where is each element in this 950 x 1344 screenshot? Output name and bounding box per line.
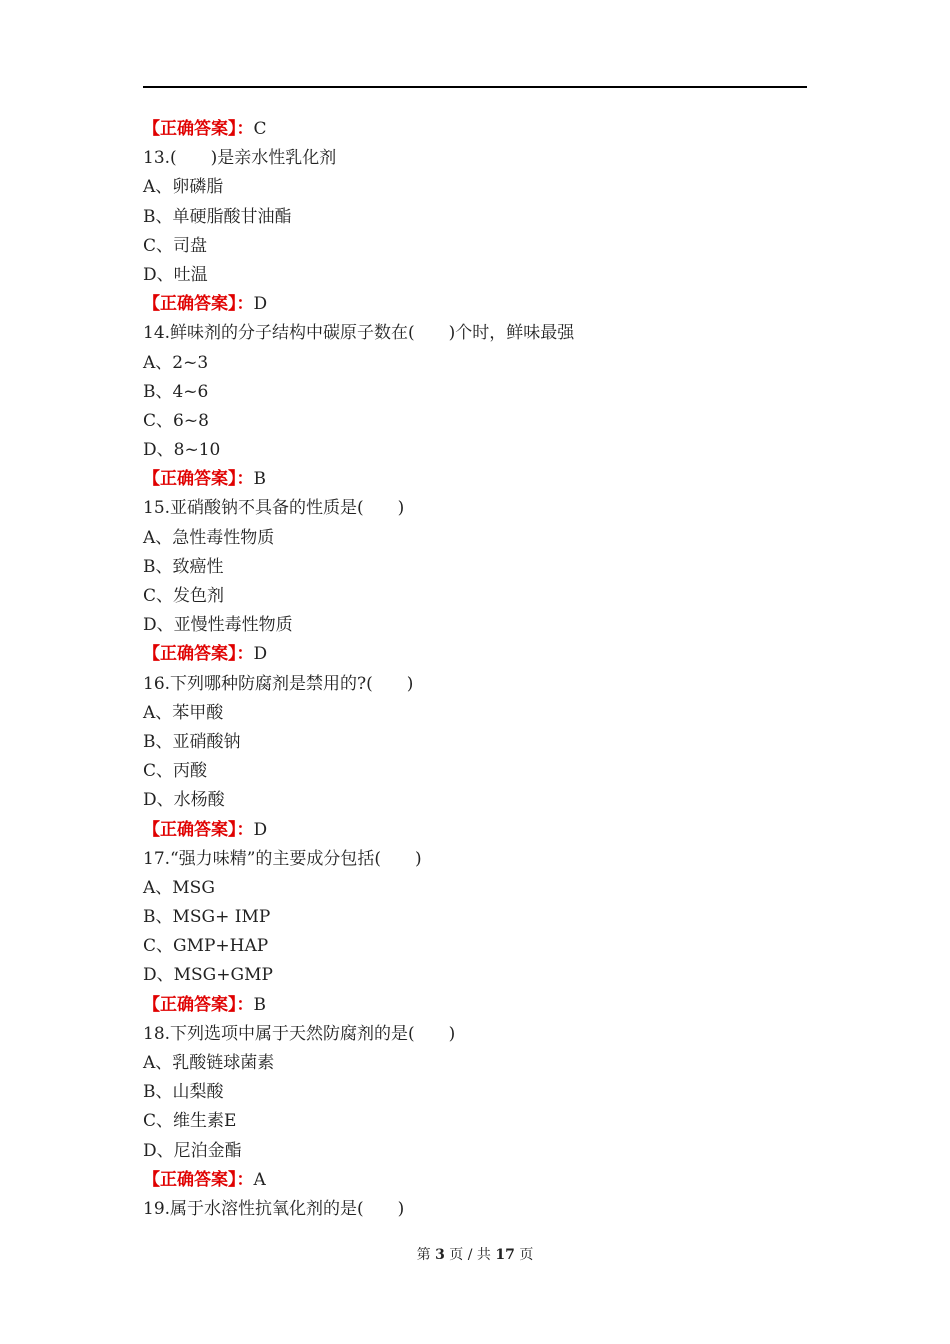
option-d: D、8~10 (143, 440, 221, 461)
question-stem: 14.鲜味剂的分子结构中碳原子数在( )个时，鲜味最强 (143, 323, 575, 344)
option-d: D、尼泊金酯 (143, 1140, 242, 1161)
answer-value: B (253, 994, 266, 1015)
option-b: B、4~6 (143, 381, 209, 402)
question-stem: 15.亚硝酸钠不具备的性质是( ) (143, 498, 405, 519)
header-rule (143, 86, 807, 88)
option-a: A、急性毒性物质 (143, 527, 275, 548)
answer-label: 【正确答案】： (143, 119, 254, 139)
answer-line (143, 640, 807, 669)
option-c: C、6~8 (143, 410, 209, 431)
page-total: 17 (495, 1247, 515, 1263)
answer-line (143, 816, 807, 845)
question-stem: 13.( )是亲水性乳化剂 (143, 148, 337, 169)
answer-value: C (253, 119, 267, 139)
option-b: B、致癌性 (143, 556, 224, 577)
option-c: C、维生素E (143, 1111, 237, 1132)
answer-line (143, 991, 807, 1020)
page-number: 3 (435, 1247, 445, 1263)
question-list (143, 115, 807, 1224)
answer-value: B (253, 469, 266, 490)
answer-label: 【正确答案】： (143, 1169, 254, 1190)
answer-line (143, 465, 807, 494)
footer-middle: 页 / 共 (444, 1247, 496, 1263)
question-stem: 17.“强力味精”的主要成分包括( ) (143, 848, 422, 869)
answer-label: 【正确答案】： (143, 469, 254, 490)
answer-line (143, 290, 807, 319)
option-d: D、亚慢性毒性物质 (143, 615, 293, 636)
footer-suffix: 页 (514, 1247, 534, 1263)
answer-value: D (253, 819, 268, 840)
footer-prefix: 第 (416, 1247, 436, 1263)
question-stem: 19.属于水溶性抗氧化剂的是( ) (143, 1198, 405, 1219)
answer-line (143, 1166, 807, 1195)
option-a: A、MSG (143, 877, 215, 898)
answer-line (143, 115, 807, 144)
option-d: D、水杨酸 (143, 790, 225, 811)
answer-value: D (253, 294, 268, 315)
page-footer (0, 1244, 950, 1264)
option-c: C、发色剂 (143, 586, 225, 606)
answer-label: 【正确答案】： (143, 644, 254, 665)
answer-label: 【正确答案】： (143, 994, 254, 1015)
option-b: B、单硬脂酸甘油酯 (143, 206, 292, 227)
question-stem: 18.下列选项中属于天然防腐剂的是( ) (143, 1023, 456, 1044)
option-c: C、丙酸 (143, 761, 208, 782)
option-a: A、卵磷脂 (143, 177, 224, 198)
answer-value: D (253, 644, 268, 665)
option-d: D、吐温 (143, 264, 208, 285)
answer-label: 【正确答案】： (143, 294, 254, 315)
option-b: B、山梨酸 (143, 1082, 224, 1103)
option-a: A、2~3 (143, 352, 209, 373)
option-a: A、苯甲酸 (143, 702, 224, 723)
option-b: B、MSG+ IMP (143, 907, 271, 928)
option-a: A、乳酸链球菌素 (143, 1053, 275, 1073)
answer-value: A (253, 1169, 266, 1190)
question-stem: 16.下列哪种防腐剂是禁用的?( ) (143, 673, 414, 694)
option-b: B、亚硝酸钠 (143, 731, 241, 752)
option-d: D、MSG+GMP (143, 965, 273, 986)
answer-label: 【正确答案】： (143, 819, 254, 840)
option-c: C、司盘 (143, 235, 208, 256)
option-c: C、GMP+HAP (143, 936, 269, 957)
